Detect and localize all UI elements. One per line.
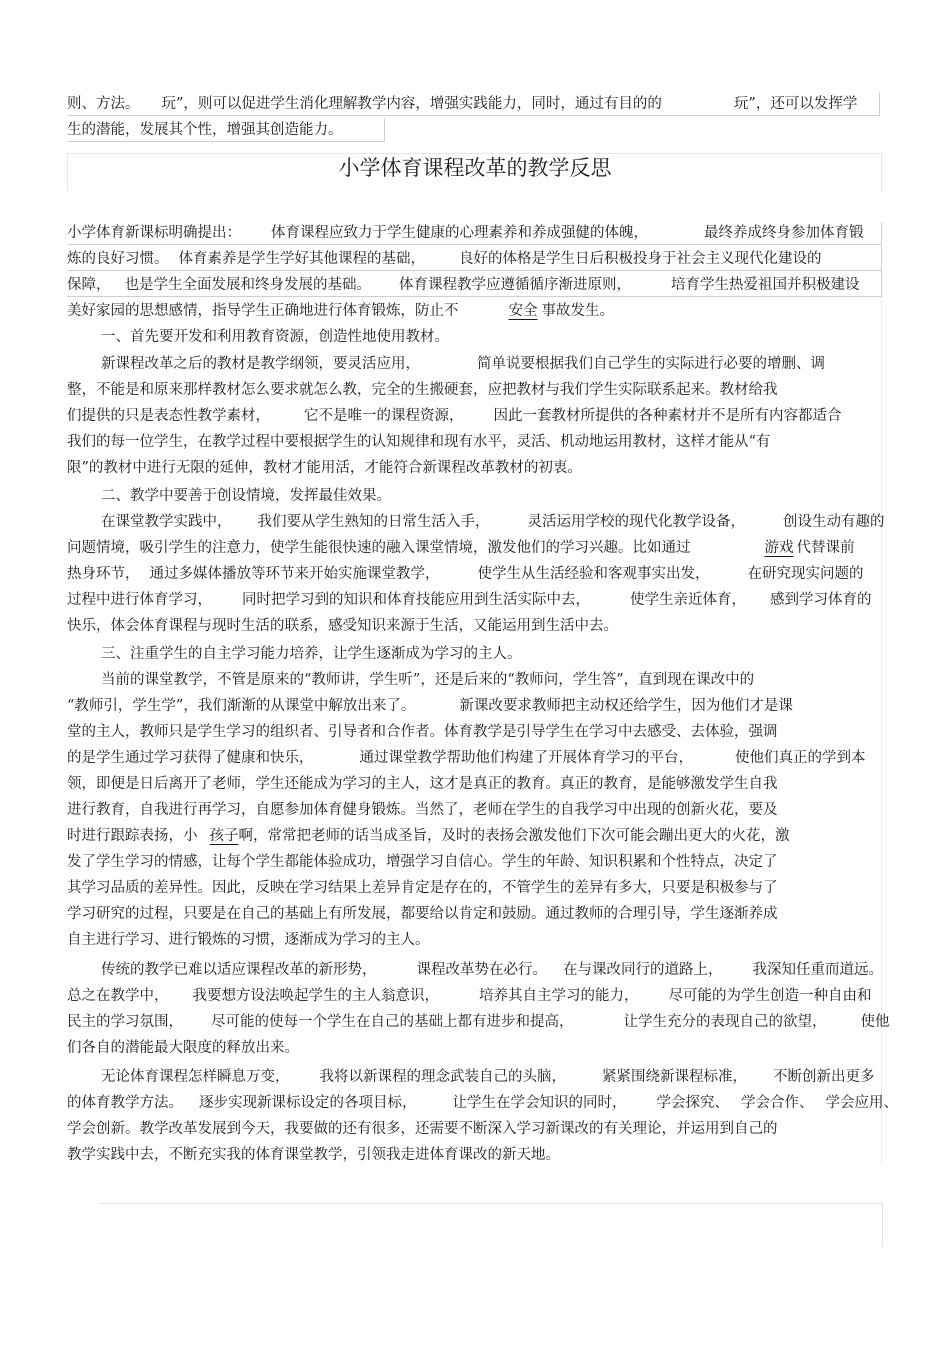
body-line [67,1119,778,1139]
body-line [101,512,885,532]
text-run: 同时把学习到的知识和体育技能应用到生活实际中去， [242,592,590,608]
text-run: 则、方法。 [67,96,140,112]
text-run: 不断创新出更多 [773,1069,875,1085]
text-run: 其学习品质的差异性。因此，反映在学习结果上差异肯定是存在的，不管学生的差异有多大，只要是积极参与了 [67,880,778,896]
text-run: 领，即便是日后离开了老师，学生还能成为学习的主人，这才是真正的教育。真正的教育，是能够激发学生自我 [67,776,778,792]
text-run: 尽可能的为学生创造一种自由和 [668,988,872,1004]
text-run: 我们要从学生熟知的日常生活入手， [257,514,490,530]
text-run: 感到学习体育的 [770,592,872,608]
text-run: 事故发生。 [541,303,614,319]
text-run: 它不是唯一的课程资源， [304,408,464,424]
text-run: 啊，常常把老师的话当成圣旨，及时的表扬会激发他们下次可能会蹦出更大的火花，激 [238,828,790,844]
text-run: 使他 [860,1014,890,1030]
fragment-line [67,94,857,114]
frame-rule [879,92,880,116]
intro-line [67,301,614,321]
text-run: 玩”，则可以促进学生消化理解教学内容，增强实践能力，同时，通过有目的的 [161,96,662,112]
frame-rule [67,115,880,116]
frame-rule [881,222,882,298]
text-run: 新课程改革之后的教材是教学纲领，要灵活应用， [101,356,420,372]
body-line [67,1093,898,1113]
text-run: 通过多媒体播放等环节来开始实施课堂教学， [149,566,440,582]
body-line [101,354,825,374]
body-line [67,986,872,1006]
frame-rule [881,300,882,1165]
text-run: 热身环节， [67,566,140,582]
text-run: 新课改要求教师把主动权还给学生，因为他们才是课 [459,698,793,714]
text-run: 培养其自主学习的能力， [479,988,639,1004]
frame-rule [67,296,882,297]
text-run: 炼的良好习惯。 [67,251,169,267]
fragment-line [67,120,343,140]
body-line [67,406,842,426]
text-run: 自主进行学习、进行锻炼的习惯，逐渐成为学习的主人。 [67,932,430,948]
text-run: 使他们真正的学到本 [735,750,866,766]
body-line [67,722,778,742]
text-run: 我深知任重而道远。 [752,962,883,978]
section-heading: 一、首先要开发和利用教育资源，创造性地使用教材。 [101,329,449,345]
text-run: 发了学生学习的情感，让每个学生都能体验成功，增强学习自信心。学生的年龄、知识积累和个性特点，决定了 [67,854,778,870]
text-run: 传统的教学已难以适应课程改革的新形势， [101,962,377,978]
text-run: 因此一套教材所提供的各种素材并不是所有内容都适合 [493,408,842,424]
text-run: 让学生在学会知识的同时， [452,1095,627,1111]
text-run: 过程中进行体育学习， [67,592,212,608]
text-run: 灵活运用学校的现代化教学设备， [527,514,745,530]
frame-rule [67,270,882,271]
body-line [101,960,883,980]
frame-rule [384,118,385,142]
body-line [67,904,778,924]
section-heading: 三、注重学生的自主学习能力培养，让学生逐渐成为学习的主人。 [101,646,522,662]
link-youxi[interactable]: 游戏 [764,540,794,556]
text-run: 学会创新。教学改革发展到今天，我要做的还有很多，还需要不断深入学习新课改的有关理论，并运用到自己的 [67,1121,778,1137]
text-run: 逐步实现新课标设定的各项目标， [199,1095,417,1111]
text-run: 们各自的潜能最大限度的释放出来。 [67,1040,299,1056]
body-line [101,1067,875,1087]
frame-rule [100,1203,883,1204]
text-run: 保障， [67,277,111,293]
body-line [67,1012,890,1032]
text-run: 教学实践中去，不断充实我的体育课堂教学，引领我走进体育课改的新天地。 [67,1147,560,1163]
text-run: 学会探究、 [656,1095,729,1111]
text-run: 堂的主人，教师只是学生学习的组织者、引导者和合作者。体育教学是引导学生在学习中去感受、去体验，强调 [67,724,778,740]
body-line [67,696,793,716]
intro-line [67,223,864,243]
text-run: 代替课前 [796,540,855,556]
text-run: 我们的每一位学生，在教学过程中要根据学生的认知规律和现有水平，灵活、机动地运用教材，这样才能从“有 [67,434,771,450]
text-run: 最终养成终身参加体育锻 [704,225,864,241]
body-line [67,616,618,636]
body-line [67,800,778,820]
body-line [67,432,770,452]
text-run: 使学生亲近体育， [630,592,746,608]
text-run: 学会应用、 [825,1095,898,1111]
text-run: 让学生充分的表现自己的欲望， [623,1014,827,1030]
text-run: 尽可能的使每一个学生在自己的基础上都有进步和提高， [211,1014,574,1030]
body-line [67,852,778,872]
body-line [67,878,778,898]
text-run: 也是学生全面发展和终身发展的基础。 [124,277,371,293]
text-run: 快乐，体会体育课程与现时生活的联系，感受知识来源于生活，又能运用到生活中去。 [67,618,618,634]
text-run: 良好的体格是学生日后积极投身于社会主义现代化建设的 [459,251,822,267]
body-line [67,1038,299,1058]
text-run: 课程改革势在必行。 [416,962,547,978]
text-run: “教师引，学生学”，我们渐渐的从课堂中解放出来了。 [67,698,416,714]
frame-rule [67,141,385,142]
text-run: 整，不能是和原来那样教材怎么要求就怎么教，完全的生搬硬套，应把教材与我们学生实际联系起来。教材给我 [67,382,778,398]
text-run: 体育素养是学生学好其他课程的基础， [178,251,425,267]
text-run: 限”的教材中进行无限的延伸，教材才能用活，才能符合新课程改革教材的初衷。 [67,460,582,476]
body-line [67,590,872,610]
body-line [67,930,430,950]
body-line [67,538,855,558]
document-title: 小学体育课程改革的教学反思 [338,156,612,180]
text-run: 体育课程应致力于学生健康的心理素养和养成强健的体魄， [271,225,648,241]
text-run: 们提供的只是表态性教学素材， [67,408,270,424]
link-haizi[interactable]: 孩子 [209,828,239,844]
text-run: 培育学生热爱祖国并积极建设 [671,277,860,293]
text-run: 进行教育，自我进行再学习，自愿参加体育健身锻炼。当然了，老师在学生的自我学习中出现的创新火花，要及 [67,802,778,818]
intro-line [67,275,860,295]
body-line [101,670,754,690]
text-run: 体育课程教学应遵循循序渐进原则， [399,277,631,293]
section-heading: 二、教学中要善于创设情境，发挥最佳效果。 [101,488,391,504]
text-run: 在研究现实问题的 [747,566,864,582]
text-run: 学会合作、 [741,1095,814,1111]
text-run: 创设生动有趣的 [783,514,885,530]
body-line [67,564,864,584]
text-run: 紧紧围绕新课程标准， [602,1069,747,1085]
frame-rule [67,244,882,245]
text-run: 在课堂教学实践中， [101,514,232,530]
text-run: 简单说要根据我们自己学生的实际进行必要的增删、调 [477,356,825,372]
text-run: 使学生从生活经验和客观事实出发， [477,566,710,582]
text-run: 的体育教学方法。 [67,1095,183,1111]
intro-line [67,249,822,269]
body-line [67,774,778,794]
text-run: 我要想方设法唤起学生的主人翁意识， [192,988,439,1004]
text-run: 玩”，还可以发挥学 [733,96,858,112]
text-run: 小学体育新课标明确提出： [67,225,241,241]
body-line [67,1145,560,1165]
text-run: 时进行跟踪表扬，小 [67,828,198,844]
text-run: 的是学生通过学习获得了健康和快乐， [67,750,314,766]
body-line [67,380,778,400]
text-run: 美好家园的思想感情，指导学生正确地进行体育锻炼，防止不 [67,303,459,319]
body-line [67,748,866,768]
text-run: 通过课堂教学帮助他们构建了开展体育学习的平台， [359,750,693,766]
text-run: 总之在教学中， [67,988,169,1004]
frame-rule [882,1203,883,1247]
text-run: 问题情境，吸引学生的注意力，使学生能很快速的融入课堂情境，激发他们的学习兴趣。比如通过 [67,540,691,556]
text-run: 民主的学习氛围， [67,1014,183,1030]
body-line [67,458,582,478]
link-anquan[interactable]: 安全 [508,303,538,319]
body-line [67,826,790,846]
text-run: 我将以新课程的理念武装自己的头脑， [319,1069,566,1085]
text-run: 在与课改同行的道路上， [563,962,723,978]
text-run: 生的潜能，发展其个性，增强其创造能力。 [67,122,343,138]
text-run: 无论体育课程怎样瞬息万变， [101,1069,290,1085]
text-run: 当前的课堂教学，不管是原来的“教师讲，学生听”，还是后来的“教师问，学生答”，直到现在课改中的 [101,672,755,688]
text-run: 学习研究的过程，只要是在自己的基础上有所发展，都要给以肯定和鼓励。通过教师的合理引导，学生逐渐养成 [67,906,778,922]
